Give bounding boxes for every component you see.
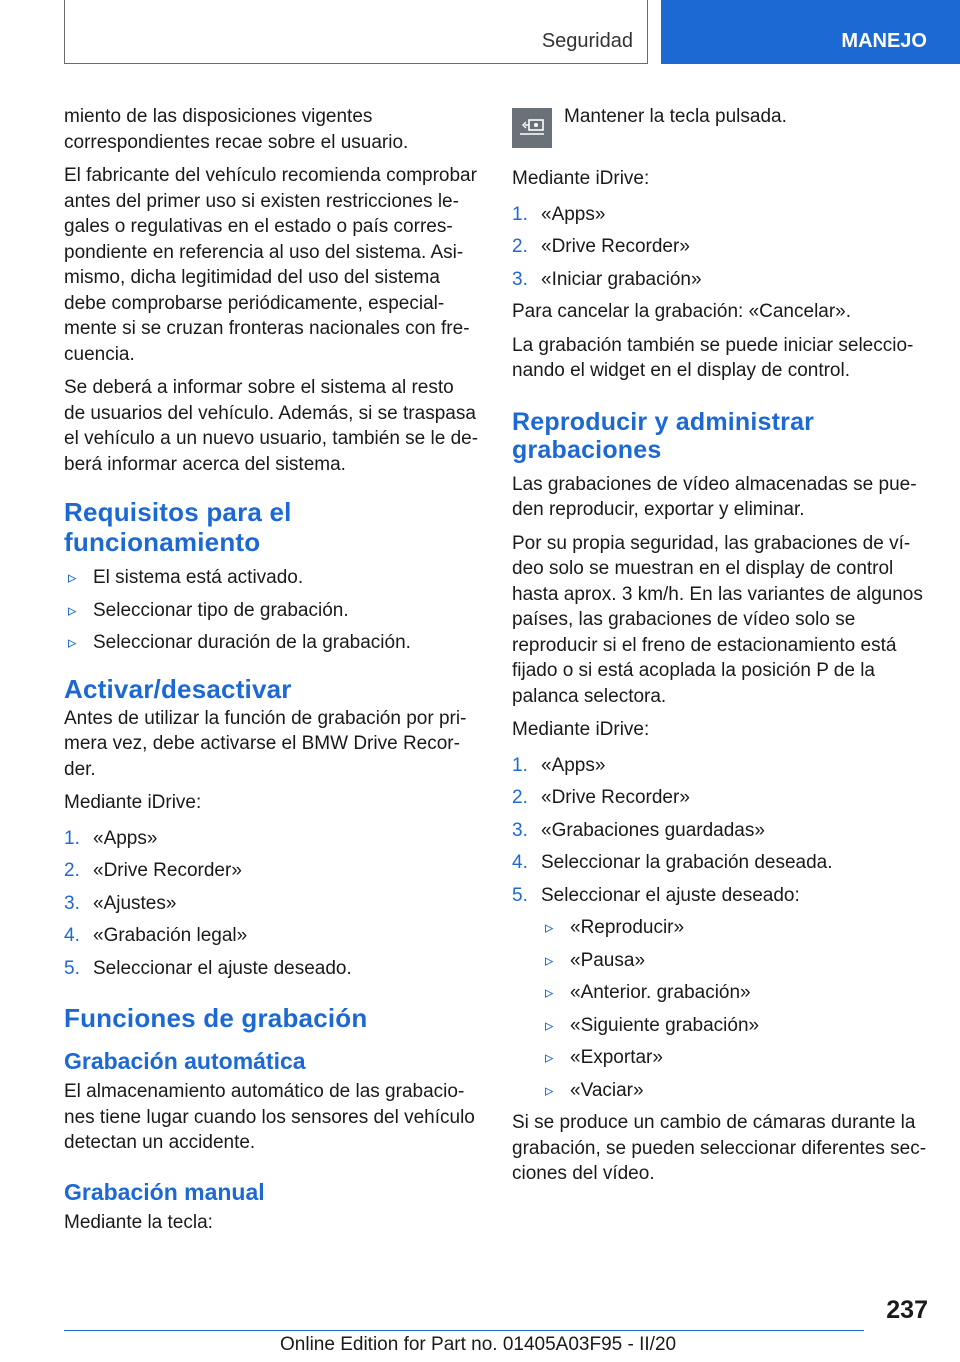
list-item: ▹ «Vaciar» [541,1078,930,1104]
key-text: Mantener la tecla pulsada. [564,106,787,127]
page-number: 237 [886,1296,928,1324]
list-item: 2. «Drive Recorder» [512,787,690,808]
list-item: ▹ «Reproducir» [541,915,930,941]
playback-options [512,915,930,1103]
list-item: ▹ «Anterior. grabación» [541,980,930,1006]
chapter-tab-label: MANEJO [841,30,927,52]
paragraph: Antes de utilizar la función de grabación por primera vez, debe activarse el BMW Drive Recorder. [64,707,467,780]
paragraph: Mediante iDrive: [64,792,202,813]
list-item: 1. «Apps» [64,827,158,849]
list-item: 1. «Apps» [512,203,606,225]
paragraph: Mediante iDrive: [512,719,650,740]
list-item: ▹ «Pausa» [541,948,930,974]
paragraph: El almacenamiento automático de las grabaciones tiene lugar cuando los sensores del vehículo detectan un accidente. [64,1081,475,1153]
heading-requirements: Requisitos para el funcionamiento [64,497,292,557]
paragraph: Por su propia seguridad, las grabaciones de vídeo solo se muestran en el display de control hasta aprox. 3 km/h. En las variantes de algunos países, las grabaciones de vídeo solo se reproducir si el freno de estacionamiento está fijado o si está acoplada la posición P de la palanca selectora. [512,532,923,707]
heading-manual-recording: Grabación manual [64,1178,265,1205]
recorder-button-icon [512,108,552,148]
heading-recording-functions: Funciones de grabación [64,1003,368,1033]
list-item: 3. «Iniciar grabación» [512,268,702,290]
paragraph: Si se produce un cambio de cámaras durante la grabación, se pueden seleccionar diferentes secciones del vídeo. [512,1112,927,1184]
list-item: 3. «Grabaciones guardadas» [512,819,765,841]
key-instruction [512,104,930,148]
list-item: ▹ «Siguiente grabación» [541,1013,930,1039]
footer-divider [64,1330,864,1331]
paragraph: Mediante iDrive: [512,168,650,189]
activate-steps [64,826,480,982]
list-item: 5. Seleccionar el ajuste deseado. [64,957,352,979]
list-item: 2. «Drive Recorder» [64,860,242,881]
paragraph: Para cancelar la grabación: «Cancelar». [512,301,852,322]
chapter-tab[interactable] [661,0,960,64]
paragraph: Se deberá a informar sobre el sistema al resto de usuarios del vehículo. Además, si se traspasa el vehículo a un nuevo usuario, también se le deberá informar acerca del sistema. [64,377,479,475]
paragraph: Mediante la tecla: [64,1211,213,1233]
list-item: 3. «Ajustes» [64,892,177,914]
heading-auto-recording: Grabación automática [64,1048,306,1074]
list-item: ▹ Seleccionar tipo de grabación. [64,598,480,624]
paragraph: Las grabaciones de vídeo almacenadas se pueden reproducir, exportar y eliminar. [512,473,917,520]
list-item: 5. Seleccionar el ajuste deseado: [512,884,800,906]
start-steps [512,202,930,293]
right-column [512,104,930,1195]
section-title: Seguridad [541,30,633,52]
list-item: 1. «Apps» [512,754,606,776]
footer-edition: Online Edition for Part no. 01405A03F95 - II/20 [280,1334,677,1355]
left-column [64,104,480,1243]
requirements-list [64,565,480,656]
list-item: 2. «Drive Recorder» [512,236,690,257]
playback-steps [512,753,930,909]
paragraph: miento de las disposiciones vigentes correspondientes recae sobre el usuario. [64,106,409,153]
heading-playback: Reproducir y administrar grabaciones [512,407,815,464]
list-item: ▹ «Exportar» [541,1045,930,1071]
list-item: 4. Seleccionar la grabación deseada. [512,852,833,873]
paragraph: La grabación también se puede iniciar seleccionando el widget en el display de control. [512,334,914,381]
header-bar [64,0,648,64]
list-item: ▹ El sistema está activado. [64,565,480,591]
paragraph: El fabricante del vehículo recomienda comprobar antes del primer uso si existen restricciones legales o regulativas en el estado o país correspondiente en referencia al uso del sistema. Asimismo, dicha legitimidad del uso del sistema debe comprobarse periódicamente, especialmente si se cruzan fronteras nacionales con frecuencia. [64,165,477,365]
list-item: 4. «Grabación legal» [64,925,248,946]
heading-activate: Activar/desactivar [64,673,292,704]
list-item: ▹ Seleccionar duración de la grabación. [64,630,480,656]
